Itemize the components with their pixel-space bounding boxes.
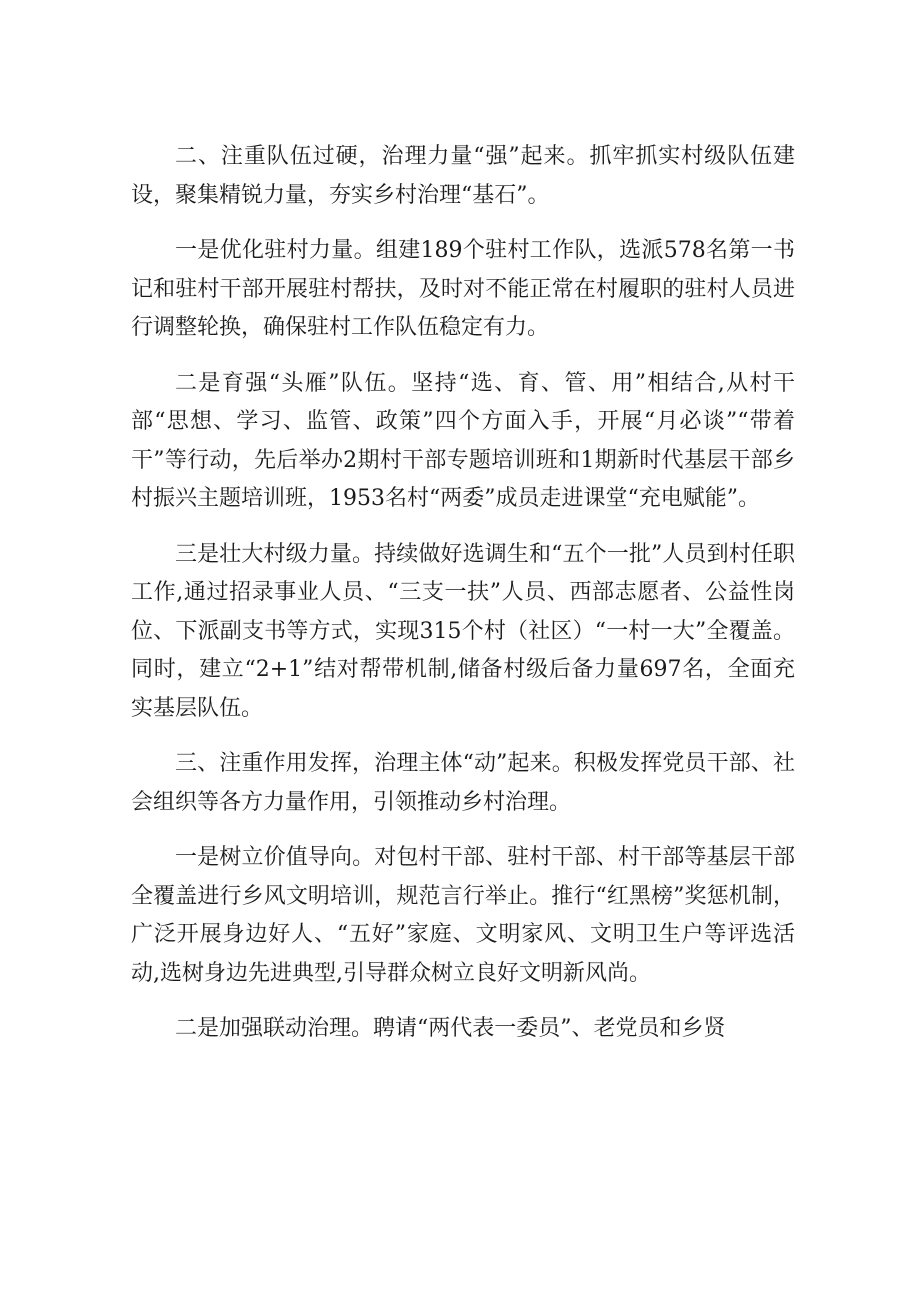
paragraph-leader-cadres: 二是育强“头雁”队伍。坚持“选、育、管、用”相结合,从村干部“思想、学习、监管、政策”四个方面入手，开展“月必谈”“带着干”等行动，先后举办2期村干部专题培训班和1期新时代基层干部乡村振兴主题培训班，1953名村“两委”成员走进课堂“充电赋能”。 <box>131 370 795 511</box>
paragraph-section-two-heading: 二、注重队伍过硬，治理力量“强”起来。抓牢抓实村级队伍建设，聚集精锐力量，夯实乡村治理“基石”。 <box>131 144 795 208</box>
document-body <box>131 138 795 1049</box>
paragraph-village-teams: 一是优化驻村力量。组建189个驻村工作队，选派578名第一书记和驻村干部开展驻村帮扶，及时对不能正常在村履职的驻村人员进行调整轮换，确保驻村工作队伍稳定有力。 <box>131 238 795 340</box>
paragraph-village-strength: 三是壮大村级力量。持续做好选调生和“五个一批”人员到村任职工作,通过招录事业人员、“三支一扶”人员、西部志愿者、公益性岗位、下派副支书等方式，实现315个村（社区）“一村一大”全覆盖。同时，建立“2+1”结对帮带机制,储备村级后备力量697名，全面充实基层队伍。 <box>131 541 795 721</box>
paragraph-value-orientation: 一是树立价值导向。对包村干部、驻村干部、村干部等基层干部全覆盖进行乡风文明培训，规范言行举止。推行“红黑榜”奖惩机制，广泛开展身边好人、“五好”家庭、文明家风、文明卫生户等评选活动,选树身边先进典型,引导群众树立良好文明新风尚。 <box>131 845 795 986</box>
paragraph-section-three-heading: 三、注重作用发挥，治理主体“动”起来。积极发挥党员干部、社会组织等各方力量作用，引领推动乡村治理。 <box>131 751 795 815</box>
paragraph-joint-governance: 二是加强联动治理。聘请“两代表一委员”、老党员和乡贤 <box>175 1016 726 1041</box>
